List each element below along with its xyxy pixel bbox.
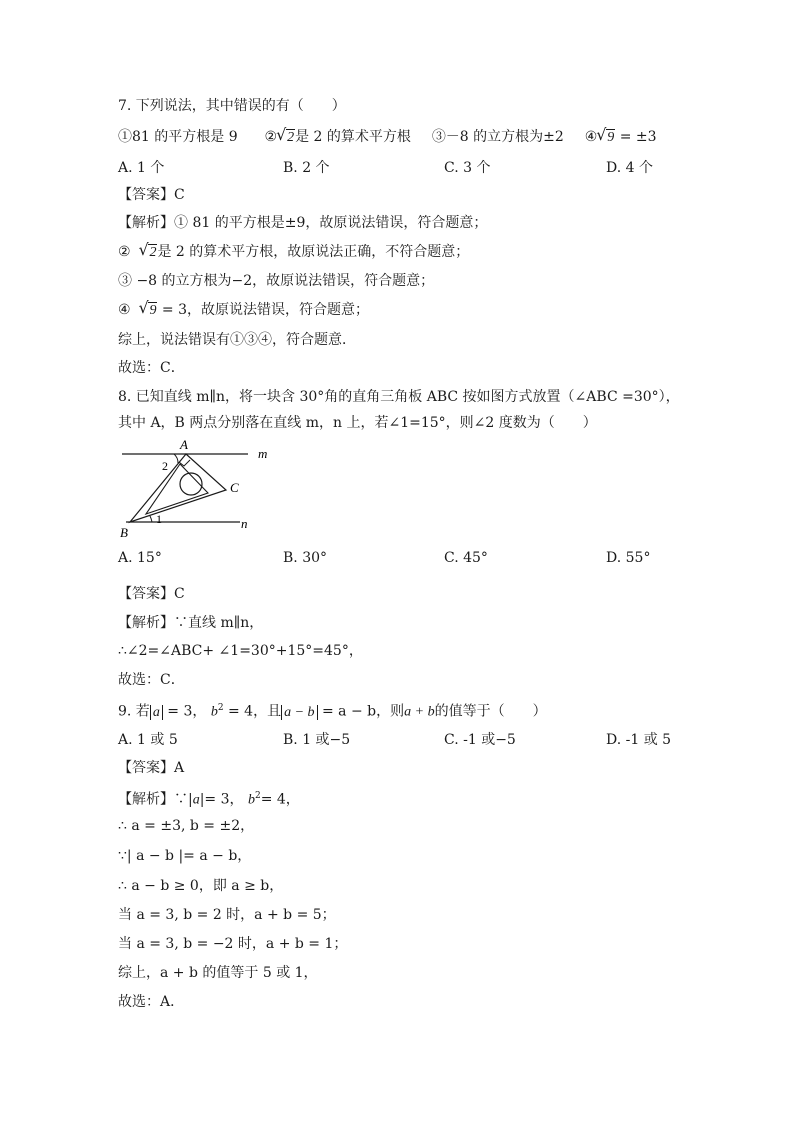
q9-analysis-2: ∴ a = ±3, b = ±2， (118, 818, 255, 834)
q8-option-d: D. 55° (606, 550, 651, 566)
q9-stem: 9. 若 a = 3， $b^2 = 4$，且 a − b = a − b，则a + b的值等于（ ） (118, 703, 547, 720)
q7-option-d: D. 4 个 (606, 160, 653, 176)
q8-answer: 【答案】C (118, 586, 185, 602)
q9-analysis-1: 【解析】∵|a|= 3， $b^2= 4$， (118, 791, 300, 808)
q9-analysis-6: 当 a = 3, b = −2 时，a + b = 1； (118, 936, 348, 952)
q8-analysis-3: 故选：C． (118, 672, 185, 688)
label-angle-1: 1 (156, 512, 162, 526)
q7-analysis-1: 【解析】① 81 的平方根是±9，故原说法错误，符合题意； (118, 215, 488, 231)
q9-analysis-5: 当 a = 3, b = 2 时，a + b = 5； (118, 907, 336, 923)
q9-option-d: D. -1 或 5 (606, 732, 672, 748)
q9-analysis-3: ∵| a − b |= a − b， (118, 848, 252, 864)
label-n: n (241, 516, 248, 531)
q9-option-b: B. 1 或−5 (283, 732, 351, 748)
q8-option-a: A. 15° (118, 550, 162, 566)
q7-option-c: C. 3 个 (444, 160, 491, 176)
q8-triangle-figure (116, 438, 286, 542)
q9-analysis-7: 综上，a + b 的值等于 5 或 1， (118, 965, 318, 981)
q8-option-c: C. 45° (444, 550, 488, 566)
q8-analysis-1: 【解析】∵直线 m∥n， (118, 615, 264, 631)
angle-2-arc (174, 454, 178, 463)
q7-analysis-2: ② √ 2是 2 的算术平方根，故原说法正确，不符合题意； (118, 242, 469, 263)
q8-stem-1: 8. 已知直线 m∥n，将一块含 30°角的直角三角板 ABC 按如图方式放置（∠ABC =30°）， (118, 389, 680, 405)
label-m: m (258, 446, 268, 461)
angle-1-arc (150, 516, 152, 522)
q7-statement-2: ②√ 2是 2 的算术平方根 (265, 129, 411, 145)
q9-answer: 【答案】A (118, 760, 185, 776)
q7-analysis-6: 故选：C． (118, 360, 185, 376)
label-c: C (230, 480, 239, 495)
triangle-outer (130, 454, 226, 522)
label-b: B (120, 525, 128, 540)
q8-option-b: B. 30° (283, 550, 328, 566)
label-a: A (180, 438, 188, 452)
q7-statements (118, 127, 657, 148)
q7-statement-3: ③－8 的立方根为±2 (431, 129, 564, 145)
q7-analysis-5: 综上，说法错误有①③④，符合题意． (118, 332, 356, 348)
q9-analysis-4: ∴ a − b ≥ 0，即 a ≥ b， (118, 878, 284, 894)
q9-option-a: A. 1 或 5 (118, 732, 178, 748)
q8-analysis-2: ∴∠2=∠ABC+ ∠1=30°+15°=45°， (118, 643, 363, 659)
q7-statement-1: ①81 的平方根是 9 (118, 129, 238, 145)
q8-stem-2: 其中 A，B 两点分别落在直线 m，n 上，若∠1=15°，则∠2 度数为（ ） (118, 415, 597, 431)
q7-option-a: A. 1 个 (118, 160, 165, 176)
q9-option-c: C. -1 或−5 (444, 732, 516, 748)
q9-analysis-8: 故选：A． (118, 994, 185, 1010)
q7-analysis-3: ③ −8 的立方根为−2，故原说法错误，符合题意； (118, 273, 435, 289)
q7-analysis-4: ④ √ 9 = 3，故原说法错误，符合题意； (118, 300, 369, 321)
q7-answer: 【答案】C (118, 187, 185, 203)
q7-statement-4: ④√ 9 = ±3 (585, 129, 657, 145)
q7-stem: 7. 下列说法，其中错误的有（ ） (118, 98, 346, 114)
q7-option-b: B. 2 个 (283, 160, 330, 176)
label-angle-2: 2 (162, 459, 168, 473)
